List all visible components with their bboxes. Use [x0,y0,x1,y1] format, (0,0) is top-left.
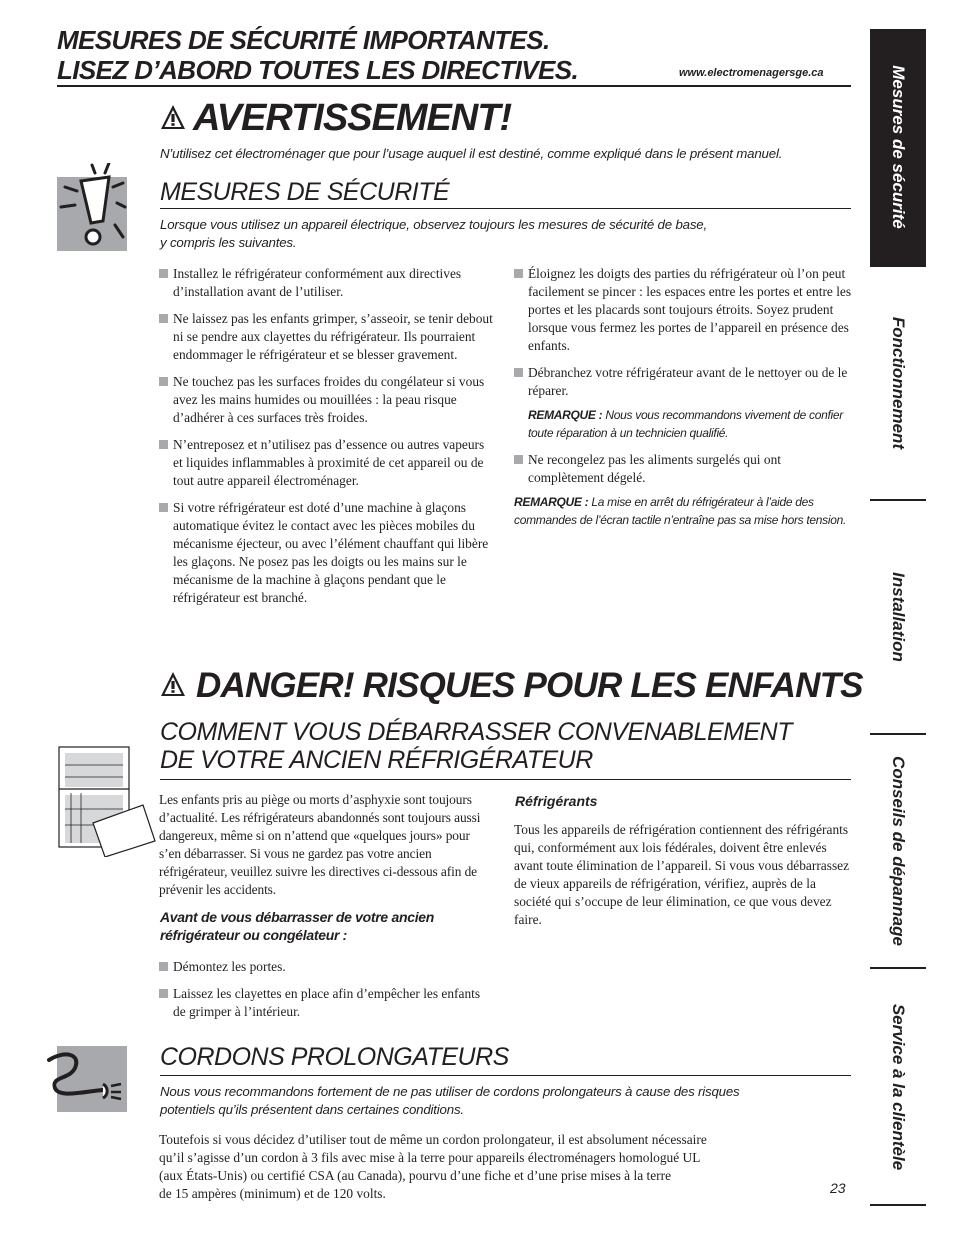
safety-intro-line1: Lorsque vous utilisez un appareil électrique, observez toujours les mesures de sécurité de base, [160,217,707,232]
cords-body-line4: de 15 ampères (minimum) et de 120 volts. [159,1186,386,1201]
tab-label: Service à la clientèle [889,1003,908,1170]
note-label: REMARQUE : [528,408,603,422]
cords-body-line2: qu’il s’agisse d’un cordon à 3 fils avec mise à la terre pour appareils électroménagers homologué UL [159,1150,701,1165]
before-heading: Avant de vous débarrasser de votre ancien réfrigérateur ou congélateur : [160,909,435,943]
exclamation-icon [57,163,127,251]
tab-installation[interactable] [870,501,926,735]
header-title-line2: LISEZ D’ABORD TOUTES LES DIRECTIVES. [57,55,579,85]
power-cord-icon [45,1046,127,1112]
header-rule [57,85,851,87]
cords-intro [160,1083,740,1119]
list-item: Installez le réfrigérateur conformément aux directives d’installation avant de l’utiliser. [159,265,494,301]
list-item: N’entreposez et n’utilisez pas d’essence ou autres vapeurs et liquides inflammables à proximité de cet appareil ou de tout autre appareil électroménager. [159,436,494,490]
cords-heading: CORDONS PROLONGATEURS [160,1043,509,1071]
refrigerator-icon [57,745,157,857]
list-item: Démontez les portes. [159,958,494,976]
disposal-list [159,958,494,1030]
list-item: Si votre réfrigérateur est doté d’une machine à glaçons automatique évitez le contact avec les pièces mobiles du mécanisme éjecteur, ou avec l’élément chauffant qui libère les glaçons. Ne posez pas les doigts ou les mains sur le mécanisme de la machine à glaçons pendant que le réfrigérateur est branché. [159,499,494,607]
list-item: Débranchez votre réfrigérateur avant de le nettoyer ou de le réparer. [514,364,852,400]
cords-body [159,1131,707,1203]
tab-fonctionnement[interactable] [870,267,926,501]
note-text: Nous vous recommandons vivement de confier toute réparation à un technicien qualifié. [528,408,843,440]
tab-label: Conseils de dépannage [889,756,908,946]
tab-service-a-la-clientele[interactable] [870,969,926,1206]
cords-body-line1: Toutefois si vous décidez d’utiliser tout de même un cordon prolongateur, il est absolument nécessaire [159,1132,707,1147]
safety-left-list [159,265,494,616]
tab-mesures-de-securite[interactable] [870,29,926,267]
list-item: Ne laissez pas les enfants grimper, s’asseoir, se tenir debout ni se pendre aux clayettes du réfrigérateur. Ils pourraient endommager le réfrigérateur et se blesser gravement. [159,310,494,364]
note-power [514,493,852,529]
note-label: REMARQUE : [514,495,589,509]
refrigerants-heading: Réfrigérants [515,793,598,809]
disposal-paragraph: Les enfants pris au piège ou morts d’asphyxie sont toujours d’actualité. Les réfrigérateurs abandonnés sont toujours aussi dangereux, même si on n’attend que «quelques jours» pour s’en débarrasser. Si vous ne gardez pas votre ancien réfrigérateur, veuillez suivre les directives ci-dessous afin de prévenir les accidents. [159,792,481,897]
list-item: Ne touchez pas les surfaces froides du congélateur si vous avez les mains humides ou mouillées : la peau risque d’adhérer à ces surfaces très froides. [159,373,494,427]
safety-right-list-a [514,265,852,400]
list-item: Ne recongelez pas les aliments surgelés qui ont complètement dégelé. [514,451,852,487]
warning-intro: N’utilisez cet électroménager que pour l’usage auquel il est destiné, comme expliqué dans le présent manuel. [160,146,783,161]
tab-label: Installation [889,572,908,662]
tab-label: Mesures de sécurité [889,65,908,229]
safety-intro [160,216,707,252]
list-item: Laissez les clayettes en place afin d’empêcher les enfants de grimper à l’intérieur. [159,985,494,1021]
disposal-heading [160,718,792,774]
warning-title: AVERTISSEMENT! [193,97,512,139]
list-item: Éloignez les doigts des parties du réfrigérateur où l’on peut facilement se pincer : les espaces entre les portes et entre les portes et les placards sont toujours étroits. Soyez prudent lorsque vous fermez les portes de l’appareil en présence des enfants. [514,265,852,355]
danger-title: DANGER! RISQUES POUR LES ENFANTS [196,666,863,705]
tab-conseils-de-depannage[interactable] [870,735,926,969]
disposal-heading-line1: COMMENT VOUS DÉBARRASSER CONVENABLEMENT [160,718,792,746]
safety-icon [57,163,127,251]
disposal-heading-line2: DE VOTRE ANCIEN RÉFRIGÉRATEUR [160,746,593,774]
refrigerants-text: Tous les appareils de réfrigération contiennent des réfrigérants qui, conformément aux lois fédérales, doivent être enlevés avant toute élimination de l’appareil. Si vous vous débarrassez de vieux appareils de réfrigération, vérifiez, auprès de la société qui s’occupe de leur élimination, ce que vous devez faire. [514,822,850,927]
page-number: 23 [830,1180,846,1196]
safety-right-column [514,265,852,529]
cords-intro-line2: potentiels qu’ils présentent dans certaines conditions. [160,1102,464,1117]
cords-body-line3: (aux États-Unis) ou certifié CSA (au Canada), pourvu d’une fiche et d’une prise mises à la terre [159,1168,672,1183]
safety-right-list-b [514,451,852,487]
note-text: La mise en arrêt du réfrigérateur à l’aide des commandes de l’écran tactile n’entraîne pas sa mise hors tension. [514,495,847,527]
disposal-rule [160,779,851,780]
safety-heading: MESURES DE SÉCURITÉ [160,178,450,206]
cords-intro-line1: Nous vous recommandons fortement de ne pas utiliser de cordons prolongateurs à cause des risques [160,1084,740,1099]
safety-intro-line2: y compris les suivantes. [160,235,297,250]
site-url[interactable]: www.electromenagersge.ca [679,67,824,79]
warning-triangle-icon [160,671,186,697]
warning-triangle-icon [160,104,186,130]
header-title [57,25,578,85]
cords-rule [160,1075,851,1076]
tab-label: Fonctionnement [889,316,908,450]
note-repair [514,406,852,442]
safety-rule [160,208,851,209]
header-title-line1: MESURES DE SÉCURITÉ IMPORTANTES. [57,25,550,55]
